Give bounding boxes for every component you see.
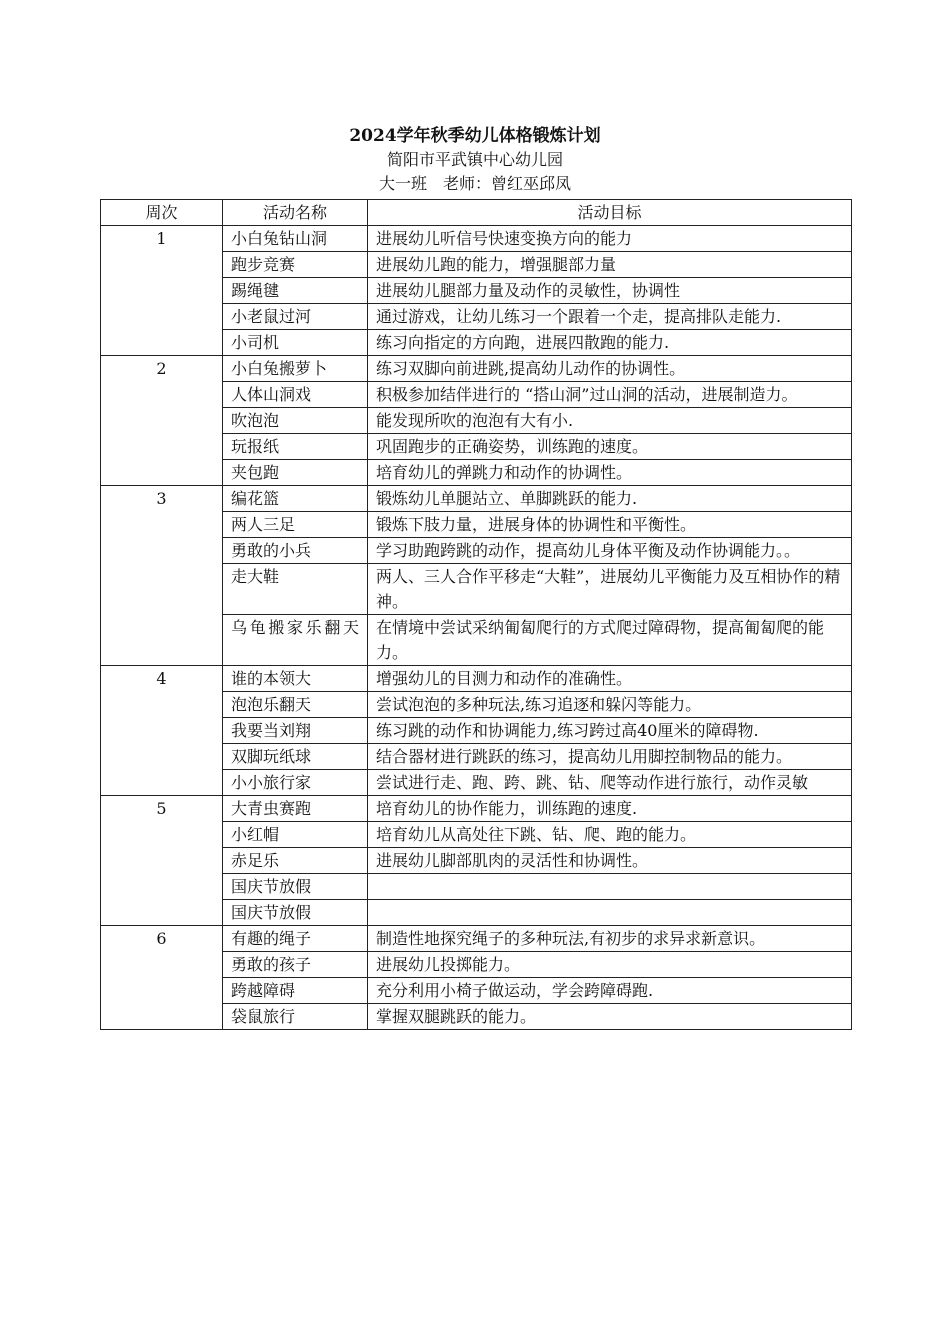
- week-number: 6: [101, 926, 223, 1030]
- activity-name: 小红帽: [223, 822, 368, 848]
- activity-name: 跨越障碍: [223, 978, 368, 1004]
- activity-name: 泡泡乐翻天: [223, 692, 368, 718]
- activity-goal: 练习向指定的方向跑，进展四散跑的能力.: [368, 330, 852, 356]
- activity-name: 踢绳毽: [223, 278, 368, 304]
- activity-goal: 巩固跑步的正确姿势，训练跑的速度。: [368, 434, 852, 460]
- activity-name: 小小旅行家: [223, 770, 368, 796]
- activity-name: 跑步竞赛: [223, 252, 368, 278]
- activity-goal: 锻炼幼儿单腿站立、单脚跳跃的能力.: [368, 486, 852, 512]
- activity-goal: 通过游戏，让幼儿练习一个跟着一个走，提高排队走能力.: [368, 304, 852, 330]
- activity-name: 勇敢的小兵: [223, 538, 368, 564]
- table-row: [101, 486, 852, 512]
- activity-name: 人体山洞戏: [223, 382, 368, 408]
- activity-name: 国庆节放假: [223, 874, 368, 900]
- activity-goal: 进展幼儿听信号快速变换方向的能力: [368, 226, 852, 252]
- activity-name: 大青虫赛跑: [223, 796, 368, 822]
- table-row: [101, 666, 852, 692]
- activity-goal: 培育幼儿的弹跳力和动作的协调性。: [368, 460, 852, 486]
- activity-name: 小白兔搬萝卜: [223, 356, 368, 382]
- activity-column-header: 活动名称: [223, 200, 368, 226]
- activity-goal: 尝试进行走、跑、跨、跳、钻、爬等动作进行旅行，动作灵敏: [368, 770, 852, 796]
- table-row: [101, 796, 852, 822]
- table-row: [101, 356, 852, 382]
- activity-goal: 进展幼儿腿部力量及动作的灵敏性，协调性: [368, 278, 852, 304]
- activity-goal: 练习跳的动作和协调能力,练习跨过高40厘米的障碍物.: [368, 718, 852, 744]
- goal-column-header: 活动目标: [368, 200, 852, 226]
- activity-goal: 两人、三人合作平移走“大鞋”，进展幼儿平衡能力及互相协作的精神。: [368, 564, 852, 615]
- activity-goal: 增强幼儿的目测力和动作的准确性。: [368, 666, 852, 692]
- class-teacher-info: 大一班 老师：曾红巫邱凤: [378, 174, 571, 193]
- activity-goal: 掌握双腿跳跃的能力。: [368, 1004, 852, 1030]
- activity-name: 走大鞋: [223, 564, 368, 615]
- activity-goal: 进展幼儿投掷能力。: [368, 952, 852, 978]
- activity-goal: 尝试泡泡的多种玩法,练习追逐和躲闪等能力。: [368, 692, 852, 718]
- activity-name: 吹泡泡: [223, 408, 368, 434]
- activity-goal: 制造性地探究绳子的多种玩法,有初步的求异求新意识。: [368, 926, 852, 952]
- activity-goal: 能发现所吹的泡泡有大有小.: [368, 408, 852, 434]
- table-row: [101, 226, 852, 252]
- activity-name: 勇敢的孩子: [223, 952, 368, 978]
- activity-goal: [368, 900, 852, 926]
- activity-goal: 练习双脚向前进跳,提高幼儿动作的协调性。: [368, 356, 852, 382]
- week-number: 3: [101, 486, 223, 666]
- activity-goal: 培育幼儿从高处往下跳、钻、爬、跑的能力。: [368, 822, 852, 848]
- activity-goal: 进展幼儿脚部肌肉的灵活性和协调性。: [368, 848, 852, 874]
- activity-goal: 锻炼下肢力量，进展身体的协调性和平衡性。: [368, 512, 852, 538]
- activity-goal: 积极参加结伴进行的 “搭山洞”过山洞的活动，进展制造力。: [368, 382, 852, 408]
- activity-name: 小白兔钻山洞: [223, 226, 368, 252]
- activity-name: 国庆节放假: [223, 900, 368, 926]
- activity-name: 双脚玩纸球: [223, 744, 368, 770]
- activity-goal: 充分利用小椅子做运动，学会跨障碍跑.: [368, 978, 852, 1004]
- activity-name: 我要当刘翔: [223, 718, 368, 744]
- activity-goal: 结合器材进行跳跃的练习，提高幼儿用脚控制物品的能力。: [368, 744, 852, 770]
- page-title: 2024学年秋季幼儿体格锻炼计划: [349, 126, 601, 146]
- activity-name: 编花篮: [223, 486, 368, 512]
- activity-goal: 学习助跑跨跳的动作，提高幼儿身体平衡及动作协调能力。。: [368, 538, 852, 564]
- activity-name: 乌龟搬家乐翻天: [223, 615, 368, 666]
- week-number: 5: [101, 796, 223, 926]
- activity-name: 袋鼠旅行: [223, 1004, 368, 1030]
- activity-name: 赤足乐: [223, 848, 368, 874]
- week-column-header: 周次: [101, 200, 223, 226]
- activity-name: 两人三足: [223, 512, 368, 538]
- activity-goal: 培育幼儿的协作能力，训练跑的速度.: [368, 796, 852, 822]
- activity-name: 玩报纸: [223, 434, 368, 460]
- week-number: 4: [101, 666, 223, 796]
- activity-goal: 进展幼儿跑的能力，增强腿部力量: [368, 252, 852, 278]
- table-row: [101, 926, 852, 952]
- week-number: 2: [101, 356, 223, 486]
- activity-name: 有趣的绳子: [223, 926, 368, 952]
- school-name: 简阳市平武镇中心幼儿园: [386, 150, 563, 169]
- week-number: 1: [101, 226, 223, 356]
- activity-goal: [368, 874, 852, 900]
- activity-name: 小老鼠过河: [223, 304, 368, 330]
- activity-goal: 在情境中尝试采纳匍匐爬行的方式爬过障碍物，提高匍匐爬的能力。: [368, 615, 852, 666]
- activity-name: 谁的本领大: [223, 666, 368, 692]
- activity-name: 夹包跑: [223, 460, 368, 486]
- exercise-plan-table: [100, 199, 852, 1030]
- table-header-row: [101, 200, 852, 226]
- activity-name: 小司机: [223, 330, 368, 356]
